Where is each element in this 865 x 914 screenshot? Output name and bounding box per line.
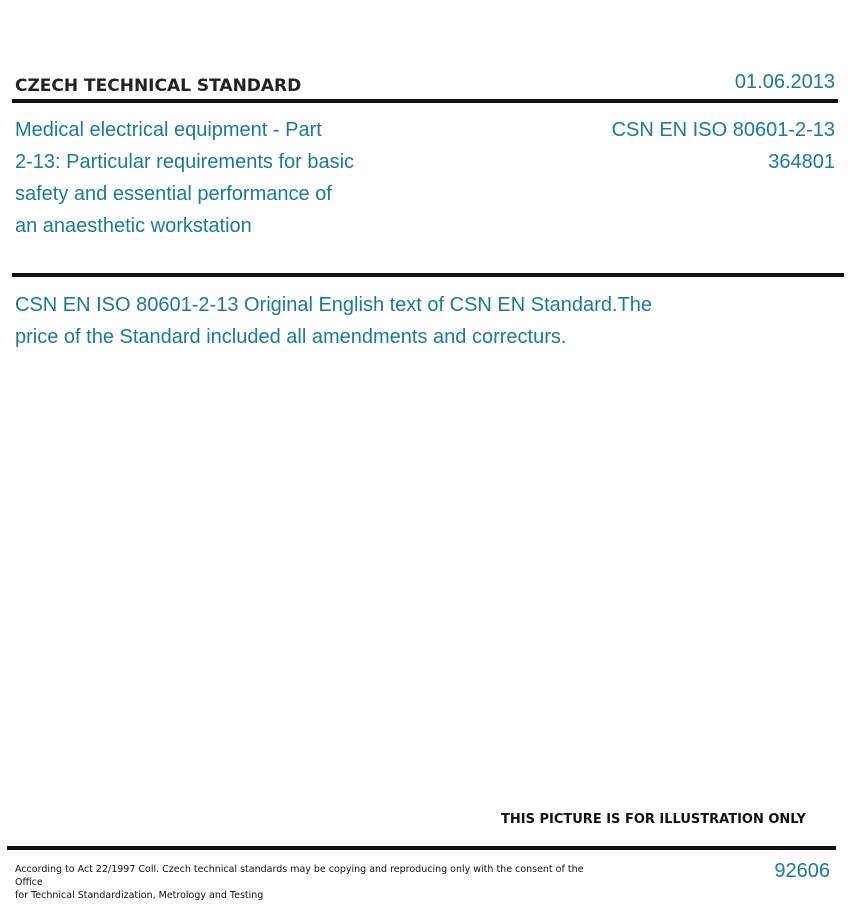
legal-line: According to Act 22/1997 Coll. Czech technical standards may be copying and reproducing only with the consent of the Office bbox=[15, 864, 584, 888]
standard-identifiers bbox=[612, 114, 835, 178]
title-line: an anaesthetic workstation bbox=[15, 215, 252, 237]
legal-line: for Technical Standardization, Metrology and Testing bbox=[15, 890, 264, 901]
divider-bottom bbox=[7, 846, 836, 850]
divider-top bbox=[12, 99, 838, 103]
standard-title bbox=[15, 114, 395, 242]
standard-type-heading: CZECH TECHNICAL STANDARD bbox=[15, 76, 302, 96]
legal-notice bbox=[15, 863, 585, 902]
title-line: Medical electrical equipment - Part bbox=[15, 119, 322, 141]
publication-date: 01.06.2013 bbox=[734, 71, 835, 93]
illustration-note: THIS PICTURE IS FOR ILLUSTRATION ONLY bbox=[501, 812, 806, 827]
divider-middle bbox=[12, 273, 844, 277]
description-line: price of the Standard included all amendments and correcturs. bbox=[15, 326, 567, 348]
description-line: CSN EN ISO 80601-2-13 Original English text of CSN EN Standard.The bbox=[15, 294, 652, 316]
catalog-number: 364801 bbox=[768, 151, 835, 173]
footer-code: 92606 bbox=[774, 860, 830, 882]
standard-designation: CSN EN ISO 80601-2-13 bbox=[611, 119, 835, 141]
title-line: 2-13: Particular requirements for basic bbox=[15, 151, 355, 173]
standard-description bbox=[15, 289, 715, 353]
title-line: safety and essential performance of bbox=[15, 183, 332, 205]
